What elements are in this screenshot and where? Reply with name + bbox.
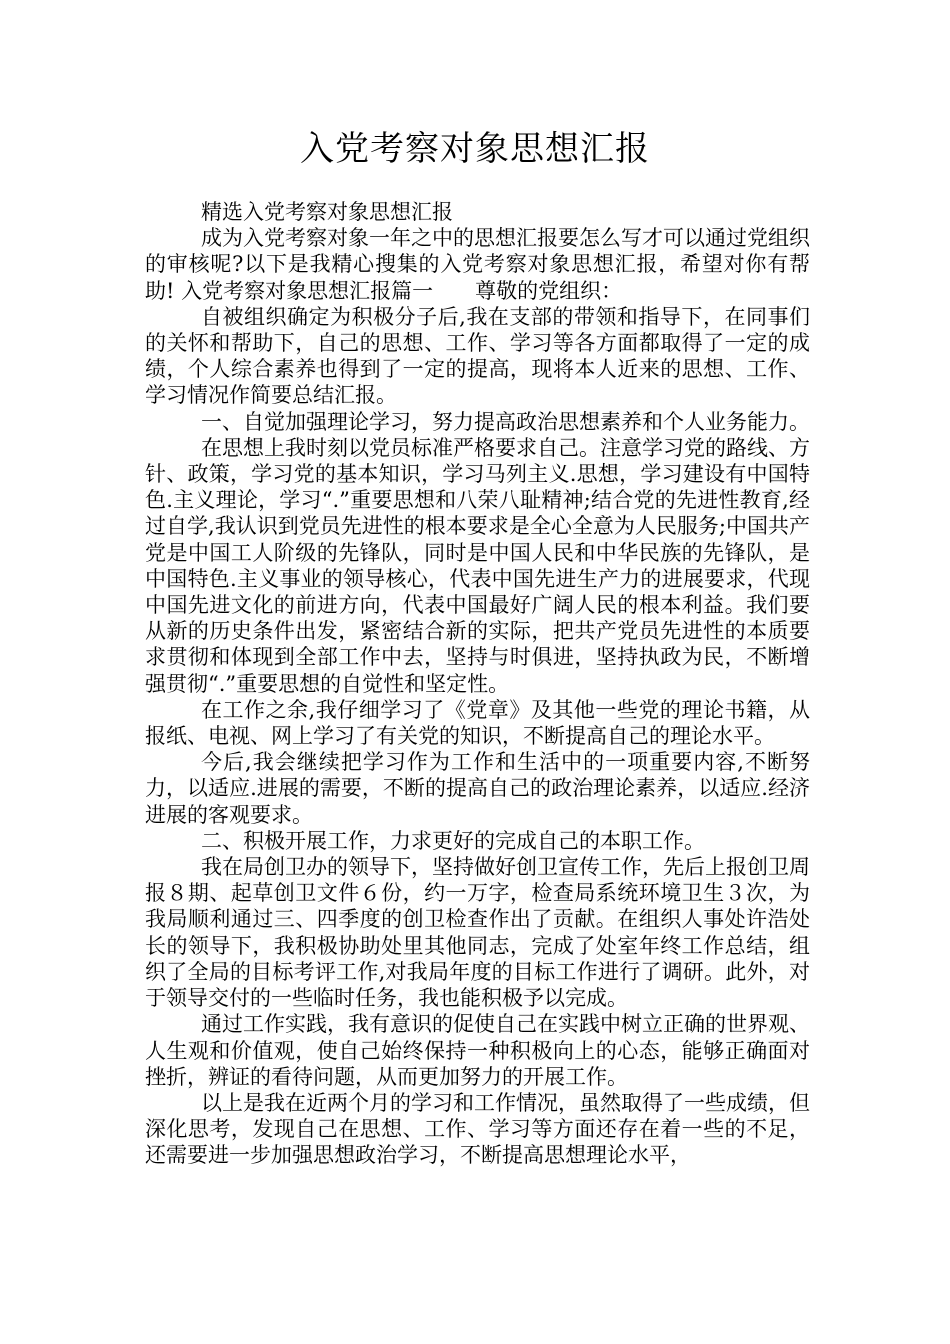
- paragraph: 我在局创卫办的领导下，坚持做好创卫宣传工作，先后上报创卫周报８期、起草创卫文件６份，约一万字，检查局系统环境卫生３次，为我局顺利通过三、四季度的创卫检查作出了贡献。在组织人事处许浩处长的领导下，我积极协助处里其他同志，完成了处室年终工作总结，组织了全局的目标考评工作,对我局年度的目标工作进行了调研。此外，对于领导交付的一些临时任务，我也能积极予以完成。: [145, 855, 810, 1011]
- paragraph: 通过工作实践，我有意识的促使自己在实践中树立正确的世界观、人生观和价值观，使自己始终保持一种积极向上的心态，能够正确面对挫折，辨证的看待问题，从而更加努力的开展工作。: [145, 1012, 810, 1089]
- section-heading-1: 一、自觉加强理论学习，努力提高政治思想素养和个人业务能力。: [201, 409, 810, 434]
- paragraph-subtitle: 精选入党考察对象思想汇报: [201, 200, 453, 224]
- section-heading-2: 二、积极开展工作，力求更好的完成自己的本职工作。: [201, 828, 705, 853]
- document-body: [145, 199, 810, 1169]
- paragraph: 今后,我会继续把学习作为工作和生活中的一项重要内容,不断努力，以适应.进展的需要，不断的提高自己的政治理论素养，以适应.经济进展的客观要求。: [145, 750, 810, 827]
- document-title: 入党考察对象思想汇报: [300, 129, 650, 169]
- paragraph: 自被组织确定为积极分子后,我在支部的带领和指导下，在同事们的关怀和帮助下，自己的思想、工作、学习等各方面都取得了一定的成绩，个人综合素养也得到了一定的提高，现将本人近来的思想、工作、学习情况作简要总结汇报。: [145, 304, 810, 408]
- paragraph: 在工作之余,我仔细学习了《党章》及其他一些党的理论书籍，从报纸、电视、网上学习了有关党的知识，不断提高自己的理论水平。: [145, 697, 810, 749]
- paragraph-intro: 成为入党考察对象一年之中的思想汇报要怎么写才可以通过党组织的审核呢?以下是我精心搜集的入党考察对象思想汇报，希望对你有帮助! 入党考察对象思想汇报篇一 尊敬的党组织：: [145, 226, 810, 303]
- paragraph: 以上是我在近两个月的学习和工作情况，虽然取得了一些成绩，但深化思考，发现自己在思想、工作、学习等方面还存在着一些的不足，还需要进一步加强思想政治学习，不断提高思想理论水平，: [145, 1090, 810, 1168]
- paragraph: 在思想上我时刻以党员标准严格要求自己。注意学习党的路线、方针、政策，学习党的基本知识，学习马列主义.思想，学习建设有中国特色.主义理论，学习“.”重要思想和八荣八耻精神;结合党的先进性教育,经过自学,我认识到党员先进性的根本要求是全心全意为人民服务;中国共产党是中国工人阶级的先锋队，同时是中国人民和中华民族的先锋队，是中国特色.主义事业的领导核心，代表中国先进生产力的进展要求，代现中国先进文化的前进方向，代表中国最好广阔人民的根本利益。我们要从新的历史条件出发，紧密结合新的实际，把共产党员先进性的本质要求贯彻和体现到全部工作中去，坚持与时俱进，坚持执政为民，不断增强贯彻“.”重要思想的自觉性和坚定性。: [145, 435, 810, 696]
